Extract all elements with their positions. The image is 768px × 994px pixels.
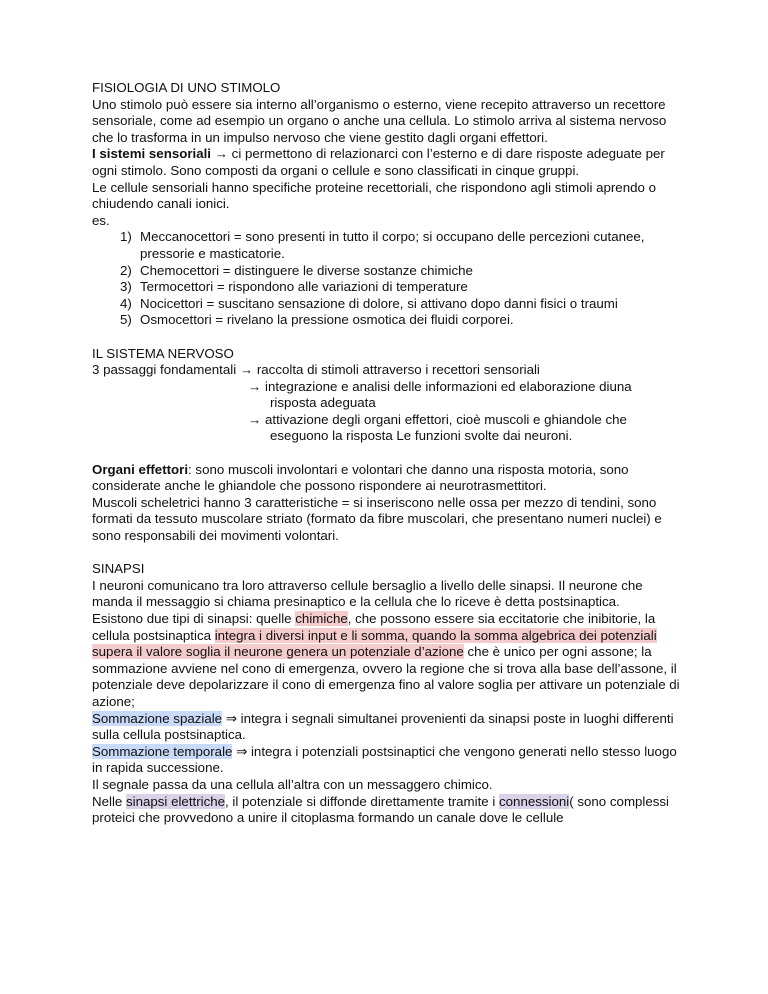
highlight-chimiche: chimiche [295,611,348,626]
document-page [92,80,680,827]
text-run: ( sono complessi proteici che provvedono a unire il citoplasma formando un canale dove le cellule [92,793,670,826]
highlight-connessioni: connessioni [499,793,570,809]
paragraph-sommazione-temporale [92,744,680,777]
text-run: ⇒ integra i potenziali postsinaptici che vengono generati nello stesso luogo in rapida successione. [92,743,677,776]
passaggio-3: → attivazione degli organi effettori, cioè muscoli e ghiandole che [248,411,627,427]
paragraph-organi-effettori [92,462,680,495]
highlight-sinapsi-elettriche: sinapsi elettriche [126,793,226,809]
list-number: 2) [120,262,132,278]
spacer [92,545,680,562]
section-title-fisiologia: FISIOLOGIA DI UNO STIMOLO [92,80,281,95]
passaggi-lead [92,362,680,379]
organi-text: : sono muscoli involontari e volontari che danno una risposta motoria, sono considerate anche le ghiandole che possono rispondere ai neurotrasmettitori. [92,461,629,494]
paragraph-intro: Uno stimolo può essere sia interno all’organismo o esterno, viene recepito attraverso un recettore sensoriale, come ad esempio un organo o anche una cellula. Lo stimolo arriva al sistema nervoso che lo trasforma in un impulso nervoso che viene gestito dagli organi effettori. [92,96,667,145]
passaggio-3-cont: eseguono la risposta Le funzioni svolte dai neuroni. [270,428,573,444]
paragraph-sommazione-spaziale [92,711,680,744]
passaggio-1: → raccolta di stimoli attraverso i recettori sensoriali [239,362,540,378]
list-item [120,229,680,262]
passaggi-continuation [92,379,680,445]
text-run: , il potenziale si diffonde direttamente tramite i [225,793,500,809]
list-item [120,279,680,296]
es-label: es. [92,212,110,228]
spacer [92,329,680,346]
list-number: 3) [120,279,132,295]
bold-term-organi: Organi effettori [92,461,189,477]
paragraph-muscoli: Muscoli scheletrici hanno 3 caratteristiche = si inseriscono nelle ossa per mezzo di tendini, sono formati da tessuto muscolare striato (formato da fibre muscolari, che presentano numeri nuclei) e sono responsabili dei movimenti volontari. [92,494,662,544]
list-number: 1) [120,229,132,245]
list-number: 5) [120,312,132,328]
text-run: Esistono due tipi di sinapsi: quelle [92,611,296,626]
highlight-integra: integra i diversi input e li somma, quando la somma algebrica dei potenziali supera il valore soglia il neurone genera un potenziale d’azione [92,627,657,660]
list-number: 4) [120,295,132,311]
text-run: ⇒ integra i segnali simultanei provenienti da sinapsi poste in luoghi differenti sulla cellula postsinaptica. [92,710,674,743]
list-item [120,312,680,329]
text-run: Nelle [92,793,126,809]
paragraph-neuroni: I neuroni comunicano tra loro attraverso cellule bersaglio a livello delle sinapsi. Il neurone che manda il messaggio si chiama presinaptico e la cellula che lo riceve è detta postsinaptica. [92,577,643,610]
section-title-sinapsi: SINAPSI [92,561,145,577]
list-item [120,295,680,313]
text-run: , che possono essere sia eccitatorie che inibitorie, la cellula postsinaptica [92,611,656,643]
recettori-list [92,229,680,329]
paragraph-cellule: Le cellule sensoriali hanno specifiche proteine recettoriali, che rispondono agli stimoli aprendo o chiudendo canali ionici. [92,179,656,212]
list-text: Termocettori = rispondono alle variazioni di temperature [140,279,468,295]
text-run: che è unico per ogni assone; la sommazione avviene nel cono di emergenza, ovvero la regione che si trova alla base dell’assone, il potenziale deve depolarizzare il cono di emergenza fino al valore soglia per attivare un potenziale di azione; [92,644,680,709]
paragraph-sinapsi-elettriche [92,794,680,827]
list-text: Osmocettori = rivelano la pressione osmotica dei fluidi corporei. [140,312,514,328]
list-text: Nocicettori = suscitano sensazione di dolore, si attivano dopo danni fisici o traumi [140,295,618,311]
paragraph-sistemi [92,146,680,179]
list-item [120,262,680,280]
list-text: Meccanocettori = sono presenti in tutto il corpo; si occupano delle percezioni cutanee, pressorie e masticatorie. [140,229,645,261]
highlight-sommazione-temporale: Sommazione temporale [92,743,233,759]
paragraph-segnale: Il segnale passa da una cellula all’altra con un messaggero chimico. [92,776,493,792]
bold-term-sistemi: I sistemi sensoriali [92,146,211,162]
sistemi-text: → ci permettono di relazionarci con l’esterno e di dare risposte adeguate per ogni stimolo. Sono composti da organi o cellule e sono classificati in cinque gruppi. [92,146,665,178]
list-text: Chemocettori = distinguere le diverse sostanze chimiche [140,262,473,278]
passaggio-2: → integrazione e analisi delle informazioni ed elaborazione diuna [248,378,632,394]
highlight-sommazione-spaziale: Sommazione spaziale [92,710,223,726]
passaggi-label: 3 passaggi fondamentali [92,362,237,378]
spacer [92,445,680,462]
passaggio-2-cont: risposta adeguata [270,395,376,411]
paragraph-tipi-sinapsi [92,611,680,711]
section-title-sistema-nervoso: IL SISTEMA NERVOSO [92,345,234,361]
